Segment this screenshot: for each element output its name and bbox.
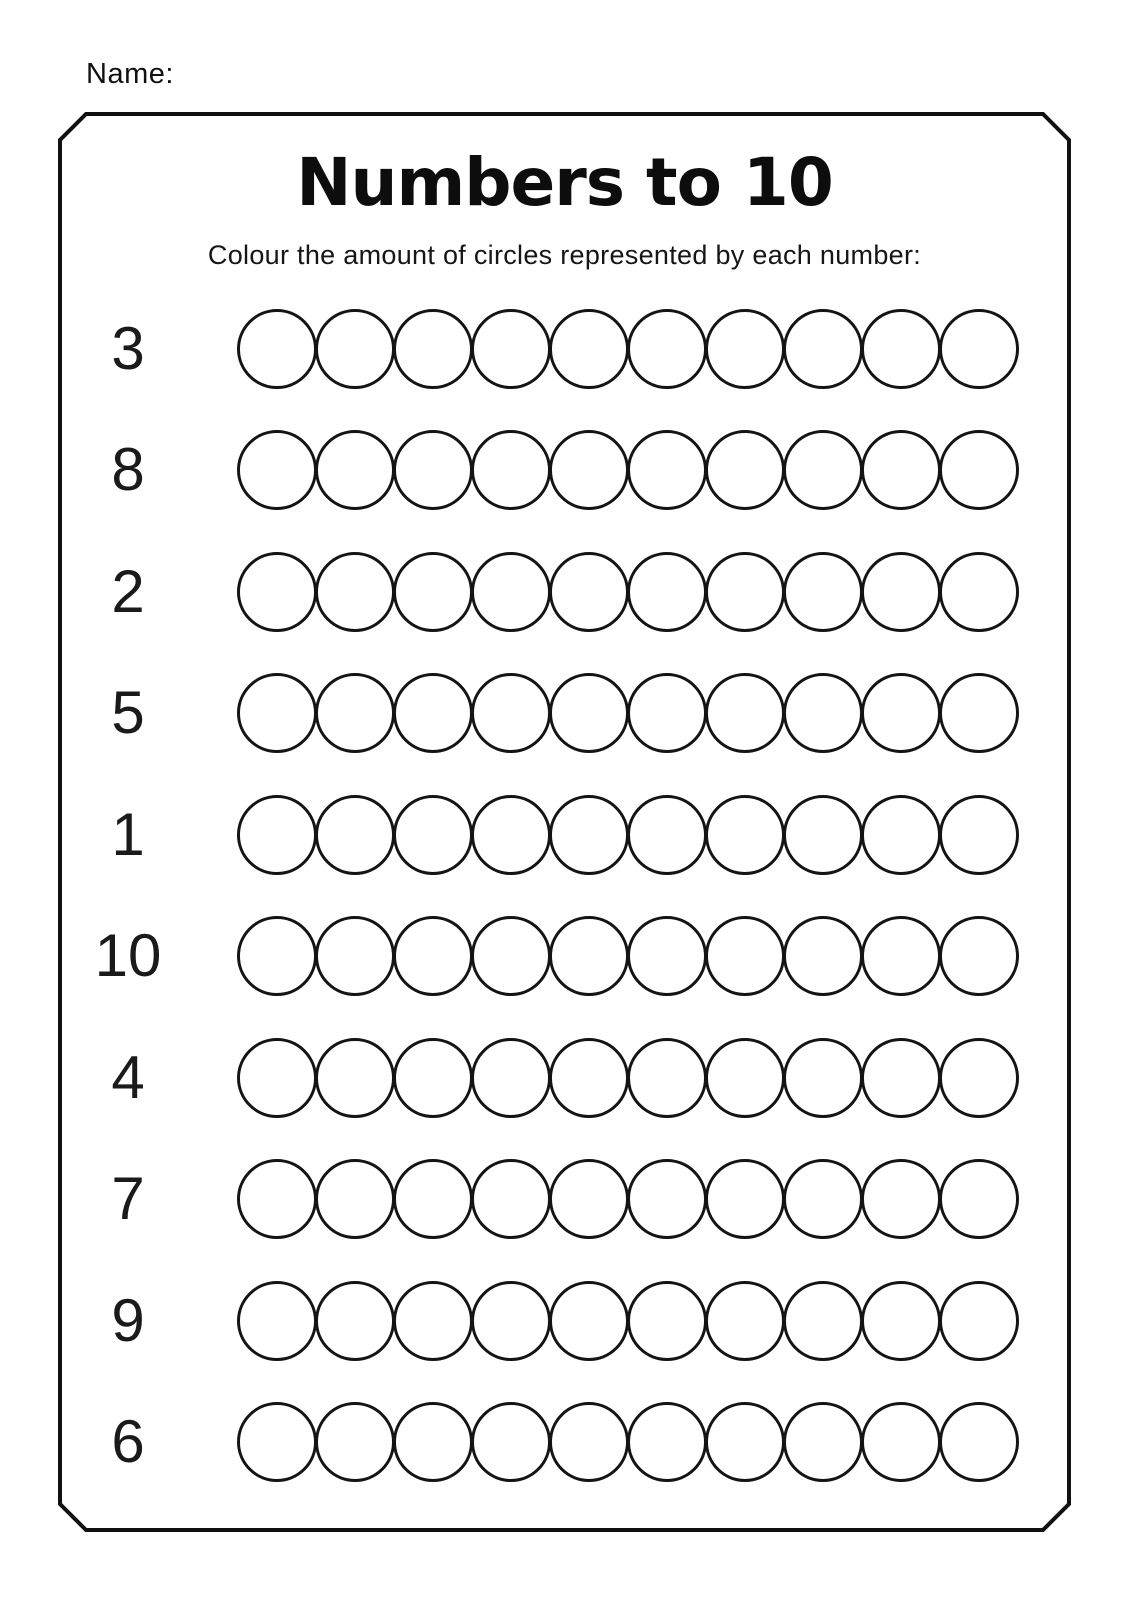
colorable-circle[interactable] bbox=[393, 1281, 473, 1361]
colorable-circle[interactable] bbox=[783, 430, 863, 510]
colorable-circle[interactable] bbox=[471, 309, 551, 389]
colorable-circle[interactable] bbox=[393, 795, 473, 875]
circles-group bbox=[237, 552, 1017, 632]
row-number: 8 bbox=[111, 436, 145, 504]
colorable-circle[interactable] bbox=[471, 916, 551, 996]
colorable-circle[interactable] bbox=[393, 673, 473, 753]
colorable-circle[interactable] bbox=[627, 795, 707, 875]
colorable-circle[interactable] bbox=[627, 1402, 707, 1482]
colorable-circle[interactable] bbox=[549, 552, 629, 632]
colorable-circle[interactable] bbox=[393, 1402, 473, 1482]
colorable-circle[interactable] bbox=[315, 1038, 395, 1118]
colorable-circle[interactable] bbox=[471, 552, 551, 632]
row-number: 3 bbox=[111, 314, 145, 382]
row-number: 9 bbox=[111, 1286, 145, 1354]
colorable-circle[interactable] bbox=[471, 1038, 551, 1118]
colorable-circle[interactable] bbox=[315, 673, 395, 753]
colorable-circle[interactable] bbox=[939, 309, 1019, 389]
colorable-circle[interactable] bbox=[861, 1159, 941, 1239]
colorable-circle[interactable] bbox=[705, 673, 785, 753]
colorable-circle[interactable] bbox=[237, 1281, 317, 1361]
colorable-circle[interactable] bbox=[861, 430, 941, 510]
colorable-circle[interactable] bbox=[237, 309, 317, 389]
colorable-circle[interactable] bbox=[471, 673, 551, 753]
colorable-circle[interactable] bbox=[861, 1402, 941, 1482]
colorable-circle[interactable] bbox=[237, 795, 317, 875]
colorable-circle[interactable] bbox=[627, 309, 707, 389]
circles-group bbox=[237, 1159, 1017, 1239]
colorable-circle[interactable] bbox=[237, 552, 317, 632]
colorable-circle[interactable] bbox=[393, 1038, 473, 1118]
colorable-circle[interactable] bbox=[861, 795, 941, 875]
rows-container bbox=[58, 288, 1071, 1503]
row-number: 1 bbox=[111, 800, 145, 868]
number-row bbox=[58, 410, 1071, 532]
colorable-circle[interactable] bbox=[549, 795, 629, 875]
number-row bbox=[58, 531, 1071, 653]
colorable-circle[interactable] bbox=[939, 1159, 1019, 1239]
number-row bbox=[58, 288, 1071, 410]
colorable-circle[interactable] bbox=[237, 1402, 317, 1482]
colorable-circle[interactable] bbox=[549, 430, 629, 510]
colorable-circle[interactable] bbox=[939, 1402, 1019, 1482]
colorable-circle[interactable] bbox=[393, 552, 473, 632]
colorable-circle[interactable] bbox=[783, 795, 863, 875]
worksheet-instruction: Colour the amount of circles represented by each number: bbox=[207, 240, 922, 270]
colorable-circle[interactable] bbox=[471, 430, 551, 510]
colorable-circle[interactable] bbox=[315, 795, 395, 875]
colorable-circle[interactable] bbox=[861, 1038, 941, 1118]
colorable-circle[interactable] bbox=[705, 1159, 785, 1239]
number-row bbox=[58, 774, 1071, 896]
colorable-circle[interactable] bbox=[549, 1402, 629, 1482]
colorable-circle[interactable] bbox=[315, 916, 395, 996]
colorable-circle[interactable] bbox=[315, 1159, 395, 1239]
circles-group bbox=[237, 795, 1017, 875]
circles-group bbox=[237, 1038, 1017, 1118]
colorable-circle[interactable] bbox=[939, 916, 1019, 996]
colorable-circle[interactable] bbox=[627, 916, 707, 996]
circles-group bbox=[237, 430, 1017, 510]
worksheet-frame bbox=[58, 112, 1071, 1532]
colorable-circle[interactable] bbox=[705, 552, 785, 632]
colorable-circle[interactable] bbox=[783, 1038, 863, 1118]
circles-group bbox=[237, 1402, 1017, 1482]
colorable-circle[interactable] bbox=[393, 430, 473, 510]
colorable-circle[interactable] bbox=[393, 309, 473, 389]
colorable-circle[interactable] bbox=[627, 552, 707, 632]
number-row bbox=[58, 1139, 1071, 1261]
colorable-circle[interactable] bbox=[315, 430, 395, 510]
colorable-circle[interactable] bbox=[939, 1281, 1019, 1361]
colorable-circle[interactable] bbox=[471, 795, 551, 875]
colorable-circle[interactable] bbox=[705, 1402, 785, 1482]
colorable-circle[interactable] bbox=[705, 309, 785, 389]
colorable-circle[interactable] bbox=[471, 1402, 551, 1482]
colorable-circle[interactable] bbox=[471, 1159, 551, 1239]
colorable-circle[interactable] bbox=[939, 673, 1019, 753]
row-number: 7 bbox=[111, 1165, 145, 1233]
colorable-circle[interactable] bbox=[861, 916, 941, 996]
colorable-circle[interactable] bbox=[939, 430, 1019, 510]
number-row bbox=[58, 1382, 1071, 1504]
number-row bbox=[58, 1017, 1071, 1139]
colorable-circle[interactable] bbox=[783, 916, 863, 996]
circles-group bbox=[237, 673, 1017, 753]
colorable-circle[interactable] bbox=[939, 1038, 1019, 1118]
colorable-circle[interactable] bbox=[237, 673, 317, 753]
number-row bbox=[58, 896, 1071, 1018]
colorable-circle[interactable] bbox=[783, 1159, 863, 1239]
row-number: 2 bbox=[111, 557, 145, 625]
colorable-circle[interactable] bbox=[627, 1038, 707, 1118]
colorable-circle[interactable] bbox=[705, 795, 785, 875]
colorable-circle[interactable] bbox=[315, 309, 395, 389]
colorable-circle[interactable] bbox=[783, 309, 863, 389]
circles-group bbox=[237, 309, 1017, 389]
row-number: 4 bbox=[111, 1043, 145, 1111]
colorable-circle[interactable] bbox=[237, 430, 317, 510]
colorable-circle[interactable] bbox=[861, 309, 941, 389]
colorable-circle[interactable] bbox=[783, 1281, 863, 1361]
colorable-circle[interactable] bbox=[549, 309, 629, 389]
colorable-circle[interactable] bbox=[705, 916, 785, 996]
colorable-circle[interactable] bbox=[627, 673, 707, 753]
colorable-circle[interactable] bbox=[939, 795, 1019, 875]
colorable-circle[interactable] bbox=[627, 430, 707, 510]
number-row bbox=[58, 653, 1071, 775]
colorable-circle[interactable] bbox=[549, 673, 629, 753]
colorable-circle[interactable] bbox=[939, 552, 1019, 632]
circles-group bbox=[237, 916, 1017, 996]
colorable-circle[interactable] bbox=[627, 1281, 707, 1361]
colorable-circle[interactable] bbox=[783, 673, 863, 753]
colorable-circle[interactable] bbox=[393, 1159, 473, 1239]
row-number: 5 bbox=[111, 679, 145, 747]
circles-group bbox=[237, 1281, 1017, 1361]
colorable-circle[interactable] bbox=[393, 916, 473, 996]
colorable-circle[interactable] bbox=[627, 1159, 707, 1239]
colorable-circle[interactable] bbox=[315, 1402, 395, 1482]
colorable-circle[interactable] bbox=[861, 673, 941, 753]
colorable-circle[interactable] bbox=[549, 916, 629, 996]
row-number: 10 bbox=[94, 922, 162, 990]
colorable-circle[interactable] bbox=[237, 1159, 317, 1239]
colorable-circle[interactable] bbox=[861, 1281, 941, 1361]
colorable-circle[interactable] bbox=[471, 1281, 551, 1361]
colorable-circle[interactable] bbox=[783, 1402, 863, 1482]
colorable-circle[interactable] bbox=[237, 916, 317, 996]
colorable-circle[interactable] bbox=[705, 430, 785, 510]
colorable-circle[interactable] bbox=[705, 1038, 785, 1118]
colorable-circle[interactable] bbox=[237, 1038, 317, 1118]
colorable-circle[interactable] bbox=[705, 1281, 785, 1361]
name-label: Name: bbox=[86, 58, 174, 90]
row-number: 6 bbox=[111, 1408, 145, 1476]
colorable-circle[interactable] bbox=[861, 552, 941, 632]
colorable-circle[interactable] bbox=[549, 1159, 629, 1239]
colorable-circle[interactable] bbox=[315, 1281, 395, 1361]
colorable-circle[interactable] bbox=[783, 552, 863, 632]
worksheet-title: Numbers to 10 bbox=[296, 144, 833, 221]
colorable-circle[interactable] bbox=[549, 1038, 629, 1118]
colorable-circle[interactable] bbox=[315, 552, 395, 632]
colorable-circle[interactable] bbox=[549, 1281, 629, 1361]
number-row bbox=[58, 1260, 1071, 1382]
